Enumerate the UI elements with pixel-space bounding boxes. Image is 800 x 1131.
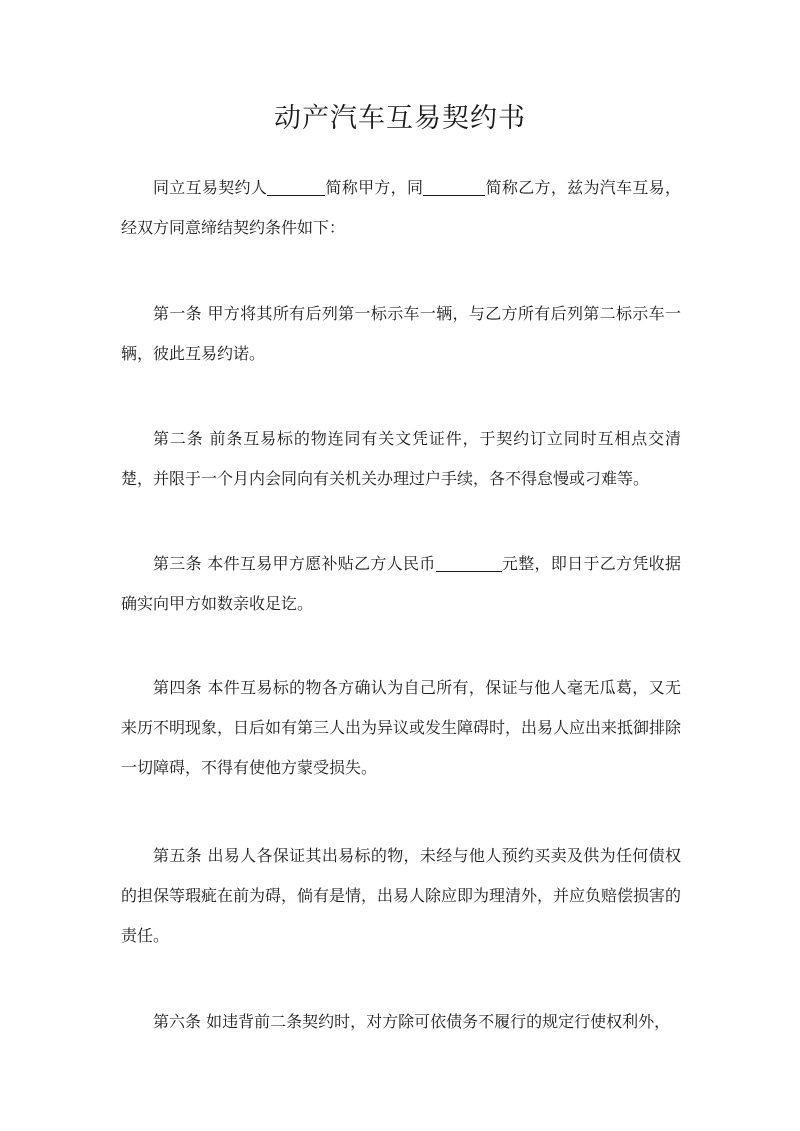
document-title: 动产汽车互易契约书 bbox=[274, 103, 526, 134]
article-1: 第一条 甲方将其所有后列第一标示车一辆，与乙方所有后列第二标示车一辆，彼此互易约诺。 bbox=[121, 304, 681, 363]
intro-text-1: 同立互易契约人 bbox=[153, 178, 268, 197]
party-a-blank bbox=[267, 179, 325, 196]
amount-blank bbox=[436, 555, 502, 572]
article-3-text-1: 第三条 本件互易甲方愿补贴乙方人民币 bbox=[153, 554, 436, 573]
article-4: 第四条 本件互易标的物各方确认为自己所有，保证与他人毫无瓜葛，又无来历不明现象，日后如有第三人出为异议或发生障碍时，出易人应出来抵御排除一切障碍，不得有使他方蒙受损失。 bbox=[121, 678, 682, 777]
intro-paragraph bbox=[121, 168, 681, 248]
article-2: 第二条 前条互易标的物连同有关文凭证件，于契约订立同时互相点交清楚，并限于一个月内会同向有关机关办理过户手续，各不得怠慢或刁难等。 bbox=[121, 429, 681, 488]
article-3-text-2: 元整，即日于乙方凭收据确实向甲方如数亲收足讫。 bbox=[121, 554, 681, 613]
intro-text-2: 简称甲方，同 bbox=[325, 178, 424, 197]
article-6: 第六条 如违背前二条契约时，对方除可依债务不履行的规定行使权利外， bbox=[153, 1012, 671, 1031]
article-3 bbox=[121, 544, 681, 624]
party-b-blank bbox=[423, 179, 485, 196]
intro-text-3: 简称乙方，兹为汽车互易，经双方同意缔结契约条件如下： bbox=[121, 178, 681, 237]
article-5: 第五条 出易人各保证其出易标的物，未经与他人预约买卖及供为任何债权的担保等瑕疵在前为碍，倘有是情，出易人除应即为理清外，并应负赔偿损害的责任。 bbox=[121, 846, 682, 945]
